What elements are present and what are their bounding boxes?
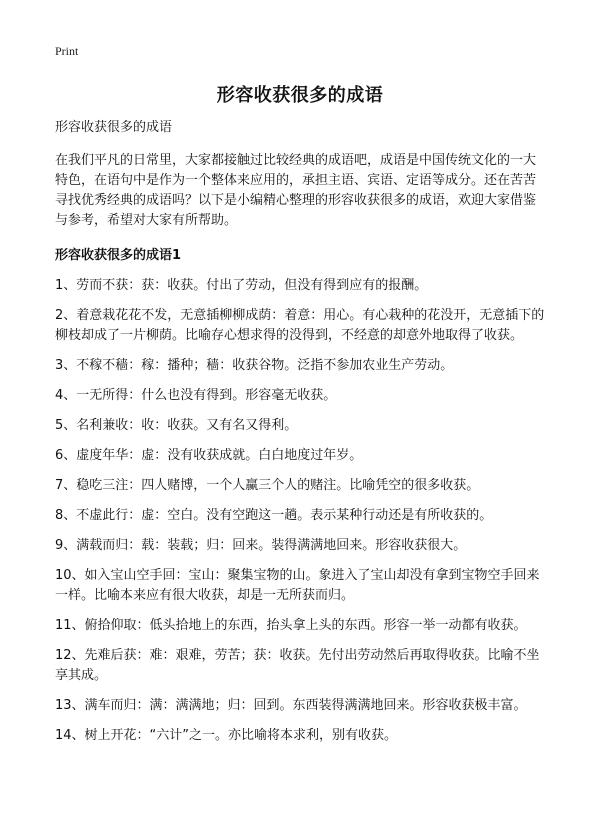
idiom-entry: 2、着意栽花花不发，无意插柳柳成荫：着意：用心。有心栽种的花没开，无意插下的柳枝却成了一片柳荫。比喻存心想求得的没得到，不经意的却意外地取得了收获。 bbox=[55, 308, 545, 343]
intro-paragraph: 在我们平凡的日常里，大家都接触过比较经典的成语吧，成语是中国传统文化的一大特色，在语句中是作为一个整体来应用的，承担主语、宾语、定语等成分。还在苦苦寻找优秀经典的成语吗？以下是小编精心整理的形容收获很多的成语，欢迎大家借鉴与参考，希望对大家有所帮助。 bbox=[55, 153, 537, 228]
print-link[interactable]: Print bbox=[55, 44, 79, 58]
idiom-entry: 4、一无所得：什么也没有得到。形容毫无收获。 bbox=[55, 388, 337, 403]
idiom-entry: 13、满车而归：满：满满地；归：回到。东西装得满满地回来。形容收获极丰富。 bbox=[55, 698, 527, 713]
idiom-entry: 5、名利兼收：收：收获。又有名又得利。 bbox=[55, 418, 298, 433]
idiom-entry: 8、不虚此行：虚：空白。没有空跑这一趟。表示某种行动还是有所收获的。 bbox=[55, 508, 493, 523]
section-heading: 形容收获很多的成语1 bbox=[55, 248, 182, 263]
article-content bbox=[55, 118, 547, 756]
idiom-entry: 1、劳而不获：获：收获。付出了劳动，但没有得到应有的报酬。 bbox=[55, 278, 428, 293]
idiom-entry: 14、树上开花：“六计”之一。亦比喻将本求利，别有收获。 bbox=[55, 728, 398, 743]
article-subtitle: 形容收获很多的成语 bbox=[55, 120, 173, 135]
page-title: 形容收获很多的成语 bbox=[216, 85, 384, 106]
idiom-entry: 7、稳吃三注：四人赌博，一个人赢三个人的赌注。比喻凭空的很多收获。 bbox=[55, 478, 480, 493]
idiom-entry: 10、如入宝山空手回：宝山：聚集宝物的山。象进入了宝山却没有拿到宝物空手回来一样。比喻本来应有很大收获，却是一无所获而归。 bbox=[55, 568, 540, 603]
idiom-entry: 3、不稼不穑：稼：播种；穑：收获谷物。泛指不参加农业生产劳动。 bbox=[55, 358, 454, 373]
idiom-entry: 9、满载而归：载：装载；归：回来。装得满满地回来。形容收获很大。 bbox=[55, 538, 467, 553]
idiom-entry: 11、俯拾仰取：低头拾地上的东西，抬头拿上头的东西。形容一举一动都有收获。 bbox=[55, 618, 527, 633]
idiom-entry: 6、虚度年华：虚：没有收获成就。白白地度过年岁。 bbox=[55, 448, 363, 463]
idiom-entry: 12、先难后获：难：艰难，劳苦；获：收获。先付出劳动然后再取得收获。比喻不坐享其成。 bbox=[55, 648, 540, 683]
